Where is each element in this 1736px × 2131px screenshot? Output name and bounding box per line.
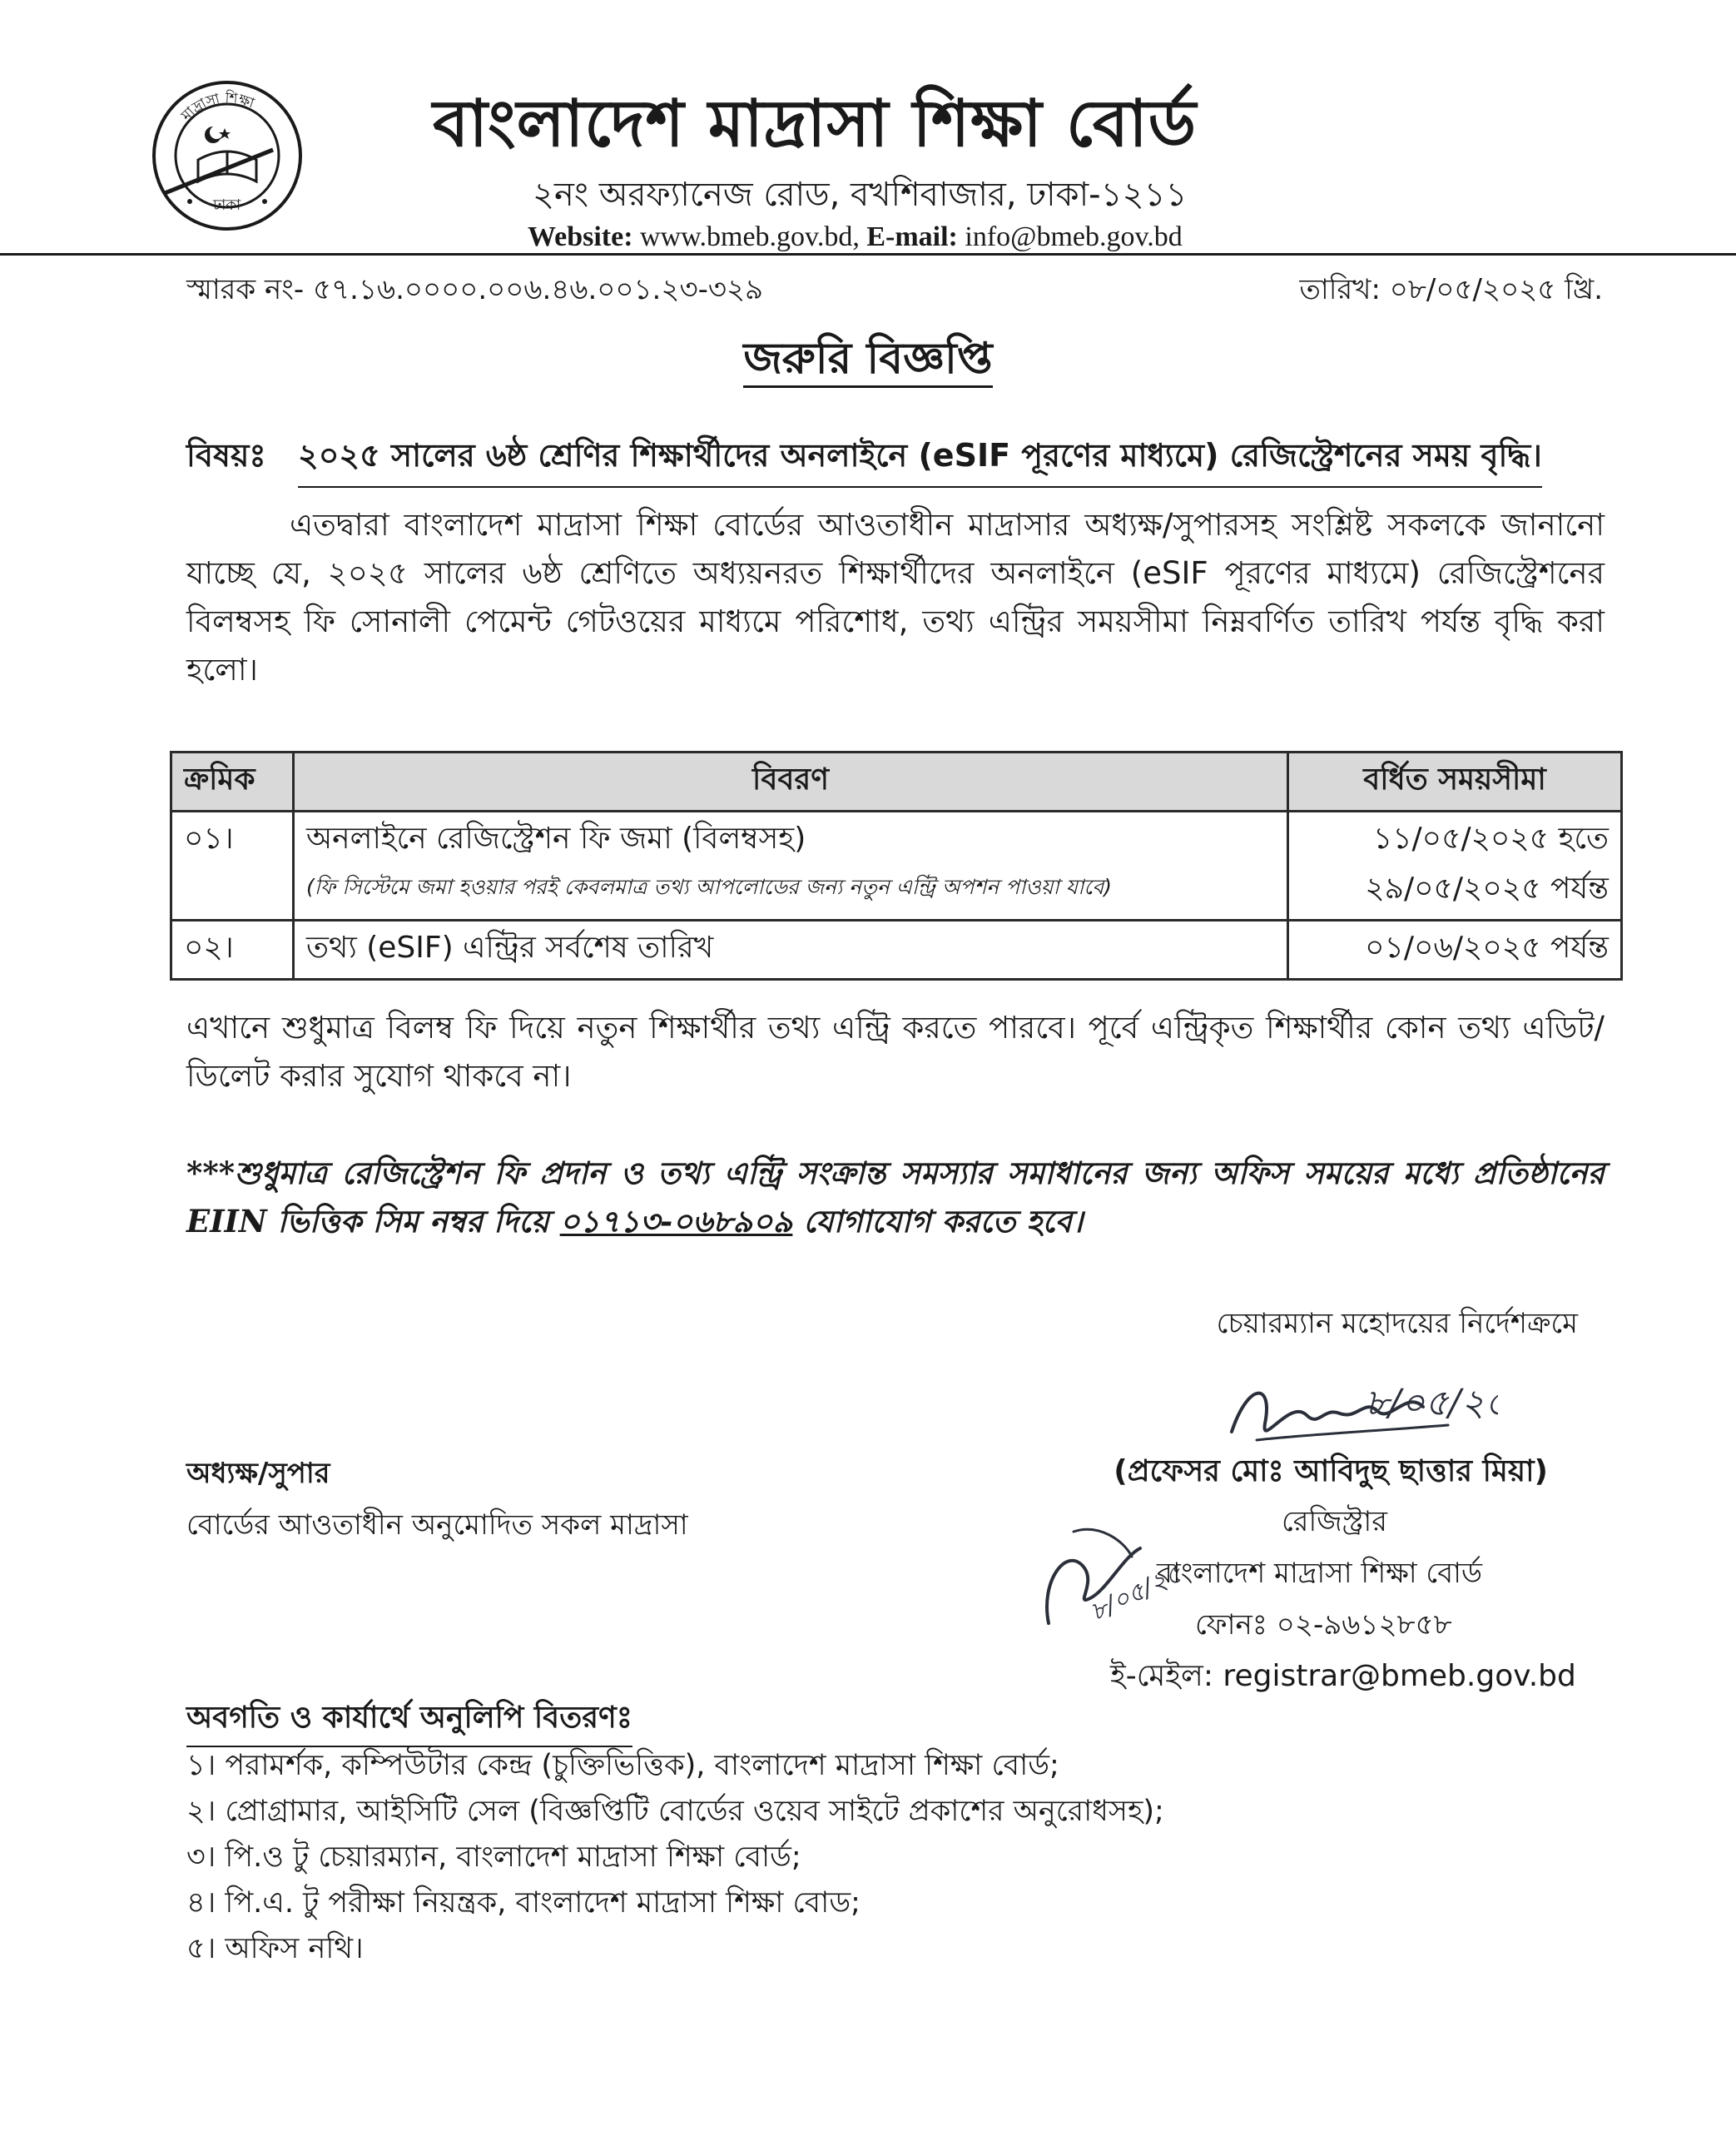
row-description-text: অনলাইনে রেজিস্ট্রেশন ফি জমা (বিলম্বসহ) [306, 822, 806, 856]
body-paragraph-2: এখানে শুধুমাত্র বিলম্ব ফি দিয়ে নতুন শিক্ষার্থীর তথ্য এন্ট্রি করতে পারবে। পূর্বে এন্ট্রিকৃত শিক্ষার্থীর কোন তথ্য এডিট/ডিলেট করার সুযোগ থাকবে না। [186, 1010, 1605, 1094]
subject-label: বিষয়ঃ [186, 437, 266, 474]
signatory-email[interactable]: ই-মেইল: registrar@bmeb.gov.bd [1110, 1659, 1576, 1693]
header-description: বিবরণ [294, 753, 1288, 812]
recipient-org: বোর্ডের আওতাধীন অনুমোদিত সকল মাদ্রাসা [186, 1508, 688, 1542]
memo-number: স্মারক নং- ৫৭.১৬.০০০০.০০৬.৪৬.০০১.২৩-৩২৯ [186, 273, 764, 306]
deadline-start: ১১/০৫/২০২৫ হতে [1372, 822, 1609, 856]
signatory-name: (প্রফেসর মোঃ আবিদুছ ছাত্তার মিয়া) [1114, 1454, 1548, 1488]
row-note: (ফি সিস্টেমে জমা হওয়ার পরই কেবলমাত্র তথ্য আপলোডের জন্য নতুন এন্ট্রি অপশন পাওয়া যাবে) [306, 875, 1113, 899]
header-divider [0, 253, 1736, 256]
recipient-title: অধ্যক্ষ/সুপার [186, 1457, 330, 1490]
notice-title-text: জরুরি বিজ্ঞপ্তি [743, 334, 992, 388]
board-seal-icon [148, 77, 306, 235]
memo-date: তারিখ: ০৮/০৫/২০২৫ খ্রি. [1299, 273, 1603, 306]
deadline-end: ২৯/০৫/২০২৫ পর্যন্ত [1365, 872, 1609, 906]
org-contact [528, 221, 1360, 253]
body-paragraph-1: এতদ্বারা বাংলাদেশ মাদ্রাসা শিক্ষা বোর্ডের আওতাধীন মাদ্রাসার অধ্যক্ষ/সুপারসহ সংশ্লিষ্ট সকলকে জানানো যাচ্ছে যে, ২০২৫ সালের ৬ষ্ঠ শ্রেণিতে অধ্যয়নরত শিক্ষার্থীদের অনলাইনে (eSIF পূরণের মাধ্যমে) রেজিস্ট্রেশনের বিলম্বসহ ফি সোনালী পেমেন্ট গেটওয়ের মাধ্যমে পরিশোধ, তথ্য এন্ট্রির সময়সীমা নিম্নবর্ণিত তারিখ পর্যন্ত বৃদ্ধি করা হলো। [186, 507, 1605, 688]
org-address: ২নং অরফ্যানেজ রোড, বখশিবাজার, ঢাকা-১২১১ [533, 176, 1188, 214]
board-seal [148, 77, 306, 235]
list-item: ২। প্রোগ্রামার, আইসিটি সেল (বিজ্ঞপ্তিটি বোর্ডের ওয়েব সাইটে প্রকাশের অনুরোধসহ); [186, 1795, 1164, 1828]
website-label: Website: [528, 221, 633, 252]
org-name: বাংলাদেশ মাদ্রাসা শিক্ষা বোর্ড [433, 87, 1198, 161]
subject-text: ২০২৫ সালের ৬ষ্ঠ শ্রেণির শিক্ষার্থীদের অনলাইনে (eSIF পূরণের মাধ্যমে) রেজিস্ট্রেশনের সময় বৃদ্ধি। [298, 431, 1542, 488]
row-serial: ০২। [171, 921, 294, 980]
seal-text-top: মাদ্রাসা শিক্ষা [178, 90, 256, 125]
distribution-heading: অবগতি ও কার্যার্থে অনুলিপি বিতরণঃ [186, 1695, 632, 1747]
header-serial: ক্রমিক [171, 753, 294, 812]
initial-signature-date: ৮/০৫/২৫ [1085, 1559, 1182, 1627]
list-item: ৩। পি.ও টু চেয়ারম্যান, বাংলাদেশ মাদ্রাসা শিক্ষা বোর্ড; [186, 1840, 801, 1874]
signature-order-line: চেয়ারম্যান মহোদয়ের নির্দেশক্রমে [1216, 1307, 1578, 1340]
list-item: ৫। অফিস নথি। [186, 1932, 364, 1965]
website-link[interactable]: www.bmeb.gov.bd, [640, 221, 860, 252]
list-item: ৪। পি.এ. টু পরীক্ষা নিয়ন্ত্রক, বাংলাদেশ মাদ্রাসা শিক্ষা বোড; [186, 1886, 861, 1920]
table-row [171, 921, 1622, 980]
email-link[interactable]: info@bmeb.gov.bd [965, 221, 1183, 252]
helpline-paragraph [186, 1149, 1605, 1245]
list-item: ১। পরামর্শক, কম্পিউটার কেন্দ্র (চুক্তিভিত্তিক), বাংলাদেশ মাদ্রাসা শিক্ষা বোর্ড; [186, 1749, 1059, 1782]
deadline-table [170, 751, 1623, 981]
distribution-list [186, 1743, 1164, 1972]
signatory-org: বাংলাদেশ মাদ্রাসা শিক্ষা বোর্ড [1157, 1557, 1483, 1590]
row-description [294, 812, 1288, 921]
header-deadline: বর্ধিত সময়সীমা [1288, 753, 1622, 812]
helpline-text-prefix: ***শুধুমাত্র রেজিস্ট্রেশন ফি প্রদান ও তথ্য এন্ট্রি সংক্রান্ত সমস্যার সমাধানের জন্য অফিস সময়ের মধ্যে প্রতিষ্ঠানের EIIN ভিত্তিক সিম নম্বর দিয়ে [186, 1155, 1605, 1239]
seal-text-bottom: ঢাকা [213, 196, 241, 214]
notice-title [0, 325, 1736, 397]
signature-date: ৮/০৫/২৫ [1365, 1382, 1498, 1424]
table-header-row [171, 753, 1622, 812]
helpline-text-suffix: যোগাযোগ করতে হবে। [792, 1203, 1084, 1239]
signatory-title: রেজিস্ট্রার [1282, 1505, 1387, 1538]
row-serial: ০১। [171, 812, 294, 921]
row-deadline [1288, 921, 1622, 980]
deadline-end: ০১/০৬/২০২৫ পর্যন্ত [1365, 931, 1609, 965]
helpline-phone[interactable]: ০১৭১৩-০৬৮৯০৯ [559, 1203, 793, 1239]
signatory-phone: ফোনঃ ০২-৯৬১২৮৫৮ [1195, 1608, 1452, 1642]
email-label: E-mail: [866, 221, 958, 252]
table-row [171, 812, 1622, 921]
row-deadline [1288, 812, 1622, 921]
row-description: তথ্য (eSIF) এন্ট্রির সর্বশেষ তারিখ [294, 921, 1288, 980]
